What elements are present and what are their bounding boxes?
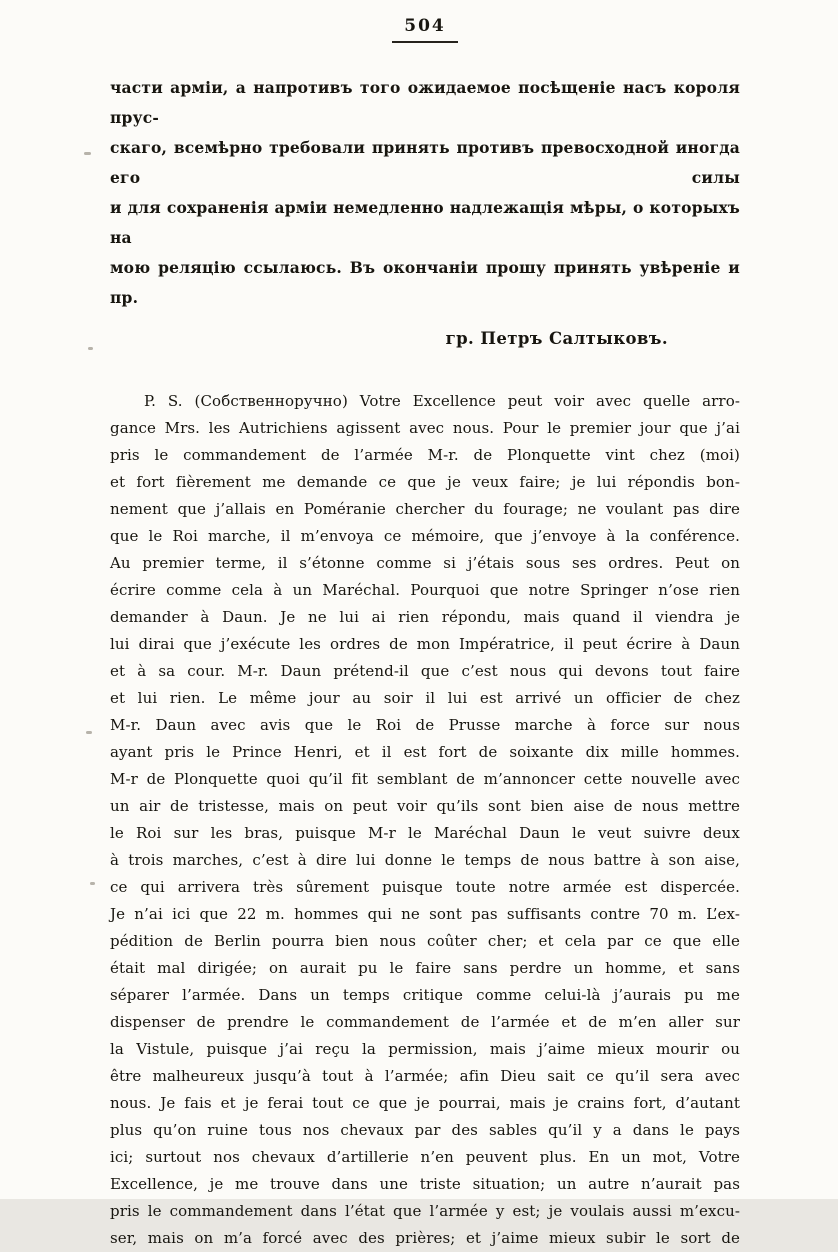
text-line: demander à Daun. Je ne lui ai rien répondu, mais quand il viendra je bbox=[110, 608, 740, 626]
text-line: M-r. Daun avec avis que le Roi de Prusse marche à force sur nous bbox=[110, 716, 740, 734]
text-line: le Roi sur les bras, puisque M-r le Maréchal Daun le veut suivre deux bbox=[110, 824, 740, 842]
text-line: скаго, всемѣрно требовали принять противъ превосходной иногда его силы bbox=[110, 138, 740, 187]
text-line: nous. Je fais et je ferai tout ce que je pourrai, mais je crains fort, d’autant bbox=[110, 1094, 740, 1112]
text-line: être malheureux jusqu’à tout à l’armée; afin Dieu sait ce qu’il sera avec bbox=[110, 1067, 740, 1085]
text-line: Au premier terme, il s’étonne comme si j’étais sous ses ordres. Peut on bbox=[110, 554, 740, 572]
text-line: части арміи, а напротивъ того ожидаемое посѣщеніе насъ короля прус- bbox=[110, 78, 740, 127]
text-line: dispenser de prendre le commandement de l’armée et de m’en aller sur bbox=[110, 1013, 740, 1031]
page-header bbox=[110, 16, 740, 43]
scan-artifact bbox=[84, 152, 91, 155]
text-line: plus qu’on ruine tous nos chevaux par des sables qu’il y a dans le pays bbox=[110, 1121, 740, 1139]
text-line: un air de tristesse, mais on peut voir qu’ils sont bien aise de nous mettre bbox=[110, 797, 740, 815]
text-line: ici; surtout nos chevaux d’artillerie n’en peuvent plus. En un mot, Votre bbox=[110, 1148, 740, 1166]
text-line: pédition de Berlin pourra bien nous coûter cher; et cela par ce que elle bbox=[110, 932, 740, 950]
text-line: était mal dirigée; on aurait pu le faire sans perdre un homme, et sans bbox=[110, 959, 740, 977]
page-number: 504 bbox=[392, 16, 458, 43]
text-line: que le Roi marche, il m’envoya ce mémoire, que j’envoye à la conférence. bbox=[110, 527, 740, 545]
text-line: ce qui arrivera très sûrement puisque toute notre armée est dispercée. bbox=[110, 878, 740, 896]
text-line: et lui rien. Le même jour au soir il lui est arrivé un officier de chez bbox=[110, 689, 740, 707]
text-line: à trois marches, c’est à dire lui donne le temps de nous battre à son aise, bbox=[110, 851, 740, 869]
text-line: lui dirai que j’exécute les ordres de mon Impératrice, il peut écrire à Daun bbox=[110, 635, 740, 653]
text-line: мою реляцію ссылаюсь. Въ окончаніи прошу принять увѣреніе и пр. bbox=[110, 258, 740, 307]
text-line: séparer l’armée. Dans un temps critique comme celui-là j’aurais pu me bbox=[110, 986, 740, 1004]
text-line: la Vistule, puisque j’ai reçu la permission, mais j’aime mieux mourir ou bbox=[110, 1040, 740, 1058]
paragraph-postscript bbox=[110, 388, 740, 1252]
text-line: Excellence, je me trouve dans une triste situation; un autre n’aurait pas bbox=[110, 1175, 740, 1193]
paragraph-russian bbox=[110, 73, 740, 313]
signature: гр. Петръ Салтыковъ. bbox=[445, 329, 668, 348]
text-line: M-r de Plonquette quoi qu’il fit semblant de m’annoncer cette nouvelle avec bbox=[110, 770, 740, 788]
text-line: gance Mrs. les Autrichiens agissent avec nous. Pour le premier jour que j’ai bbox=[110, 419, 740, 437]
text-line: Je n’ai ici que 22 m. hommes qui ne sont pas suffisants contre 70 m. L’ex- bbox=[110, 905, 740, 923]
text-line: ayant pris le Prince Henri, et il est fort de soixante dix mille hommes. bbox=[110, 743, 740, 761]
scan-artifact bbox=[86, 731, 92, 734]
scan-artifact bbox=[90, 882, 95, 885]
text-line: nement que j’allais en Poméranie chercher du fourage; ne voulant pas dire bbox=[110, 500, 740, 518]
text-line: ser, mais on m’a forcé avec des prières; et j’aime mieux subir le sort de bbox=[110, 1229, 740, 1247]
text-line: pris le commandement de l’armée M-r. de Plonquette vint chez (moi) bbox=[110, 446, 740, 464]
text-line: pris le commandement dans l’état que l’armée y est; je voulais aussi m’excu- bbox=[110, 1202, 740, 1220]
text-block bbox=[110, 73, 740, 1252]
text-line: и для сохраненія арміи немедленно надлежащія мѣры, о которыхъ на bbox=[110, 198, 740, 247]
text-line: et fort fièrement me demande ce que je veux faire; je lui répondis bon- bbox=[110, 473, 740, 491]
text-line: écrire comme cela à un Maréchal. Pourquoi que notre Springer n’ose rien bbox=[110, 581, 740, 599]
text-line: P. S. (Собственноручно) Votre Excellence peut voir avec quelle arro- bbox=[144, 392, 740, 410]
text-line: et à sa cour. M-r. Daun prétend-il que c’est nous qui devons tout faire bbox=[110, 662, 740, 680]
scan-artifact bbox=[88, 347, 93, 350]
